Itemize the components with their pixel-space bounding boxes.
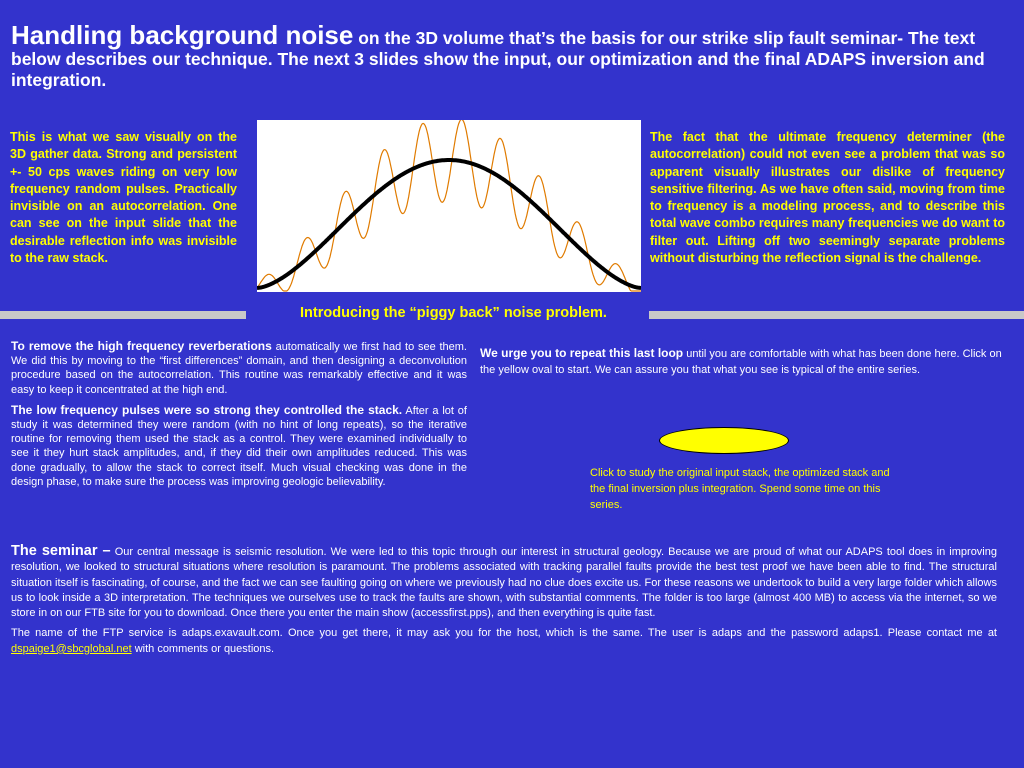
waveform-figure [257,120,641,292]
ftp-tail: with comments or questions. [131,642,275,655]
seminar-body: Our central message is seismic resolution. We were led to this topic through our interest in structural geology. Because we are proud of what our ADAPS tool does in improving resolution, we looked to structural situations where resolution is paramount. The problems associated with tracking parallel faults provide the best test proof we have been able to find. The structural situation itself is fascinating, of course, and the fact we can see faulting going on where we previously had no clue does excite us. For these reasons we undertook to build a very large folder which allows us to look inside a 3D interpretation. The techniques we ourselves use to track the faults are shown, with substantial comments. The folder is too large (almost 400 MB) to access via the internet, so we store in on our FTB site for you to download. Once there you enter the main show (accessfirst.pps), and then everything is quite fast. [11,546,997,620]
remove-paragraph [11,339,467,397]
left-description: This is what we saw visually on the 3D gather data. Strong and persistent +- 50 cps waves riding on very low frequency random pulses. Practically invisible on an autocorrelation. One can see on the input slide that the desirable reflection info was invisible to the raw stack. [10,130,237,266]
remove-heading: To remove the high frequency reverberations [11,339,272,353]
right-description: The fact that the ultimate frequency determiner (the autocorrelation) could not even see a problem that was so apparent visually illustrates our dislike of frequency sensitive filtering. As we have often said, moving from time to frequency is a modeling process, and to describe this total wave combo requires many frequencies we do want to filter out. Lifting off two seemingly separate problems without disturbing the reflection signal is the challenge. [650,130,1005,266]
low-freq-paragraph [11,403,467,489]
figure-caption: Introducing the “piggy back” noise problem. [300,305,607,321]
waveform-svg [257,120,641,292]
low-freq-heading: The low frequency pulses were so strong they controlled the stack. [11,402,403,417]
technique-section [11,339,467,495]
urge-heading: We urge you to repeat this last loop [480,346,684,360]
ftp-text: The name of the FTP service is adaps.exavault.com. Once you get there, it may ask you for the host, which is the same. The user is adaps and the password adaps1. Please contact me at [11,627,997,640]
remove-body: automatically we first had to see them. We did this by moving to the “first differences” domain, and then designing a deconvolution procedure based on the autocorrelation. This routine was remarkably effective and it was easy to keep it concentrated at the high end. [11,341,467,396]
ftp-paragraph [11,626,997,657]
start-series-oval-button[interactable] [659,427,789,454]
noise-waveform [257,120,641,291]
low-freq-body: After a lot of study it was determined they were random (with no hint of long repeats), so the iterative routine for removing them used the stack as a control. They were examined individually to see it they hurt stack amplitudes, and, if they did their own amplitudes reduced. This was done gradually, to allow the stack to correct itself. Much visual checking was done in the design phase, to make sure the process was improving geologic believability. [11,404,467,488]
seminar-heading: The seminar – [11,543,111,559]
seminar-paragraph [11,544,997,621]
seminar-section [11,544,997,662]
page-title [11,20,1017,91]
email-link[interactable]: dspaige1@sbcglobal.net [11,642,132,655]
title-subtitle: on the 3D volume that’s the basis for our strike slip fault seminar- The text below describes our technique. The next 3 slides show the input, our optimization and the final ADAPS inversion and integration. [11,28,985,90]
oval-caption: Click to study the original input stack, the optimized stack and the final inversion plus integration. Spend some time on this series. [590,467,890,511]
divider-right [649,311,1024,319]
urge-body: until you are comfortable with what has been done here. Click on the yellow oval to start. We can assure you that what you see is typical of the entire series. [480,348,1002,376]
divider-left [0,311,246,319]
title-heading: Handling background noise [11,20,354,50]
urge-paragraph [480,346,1012,378]
